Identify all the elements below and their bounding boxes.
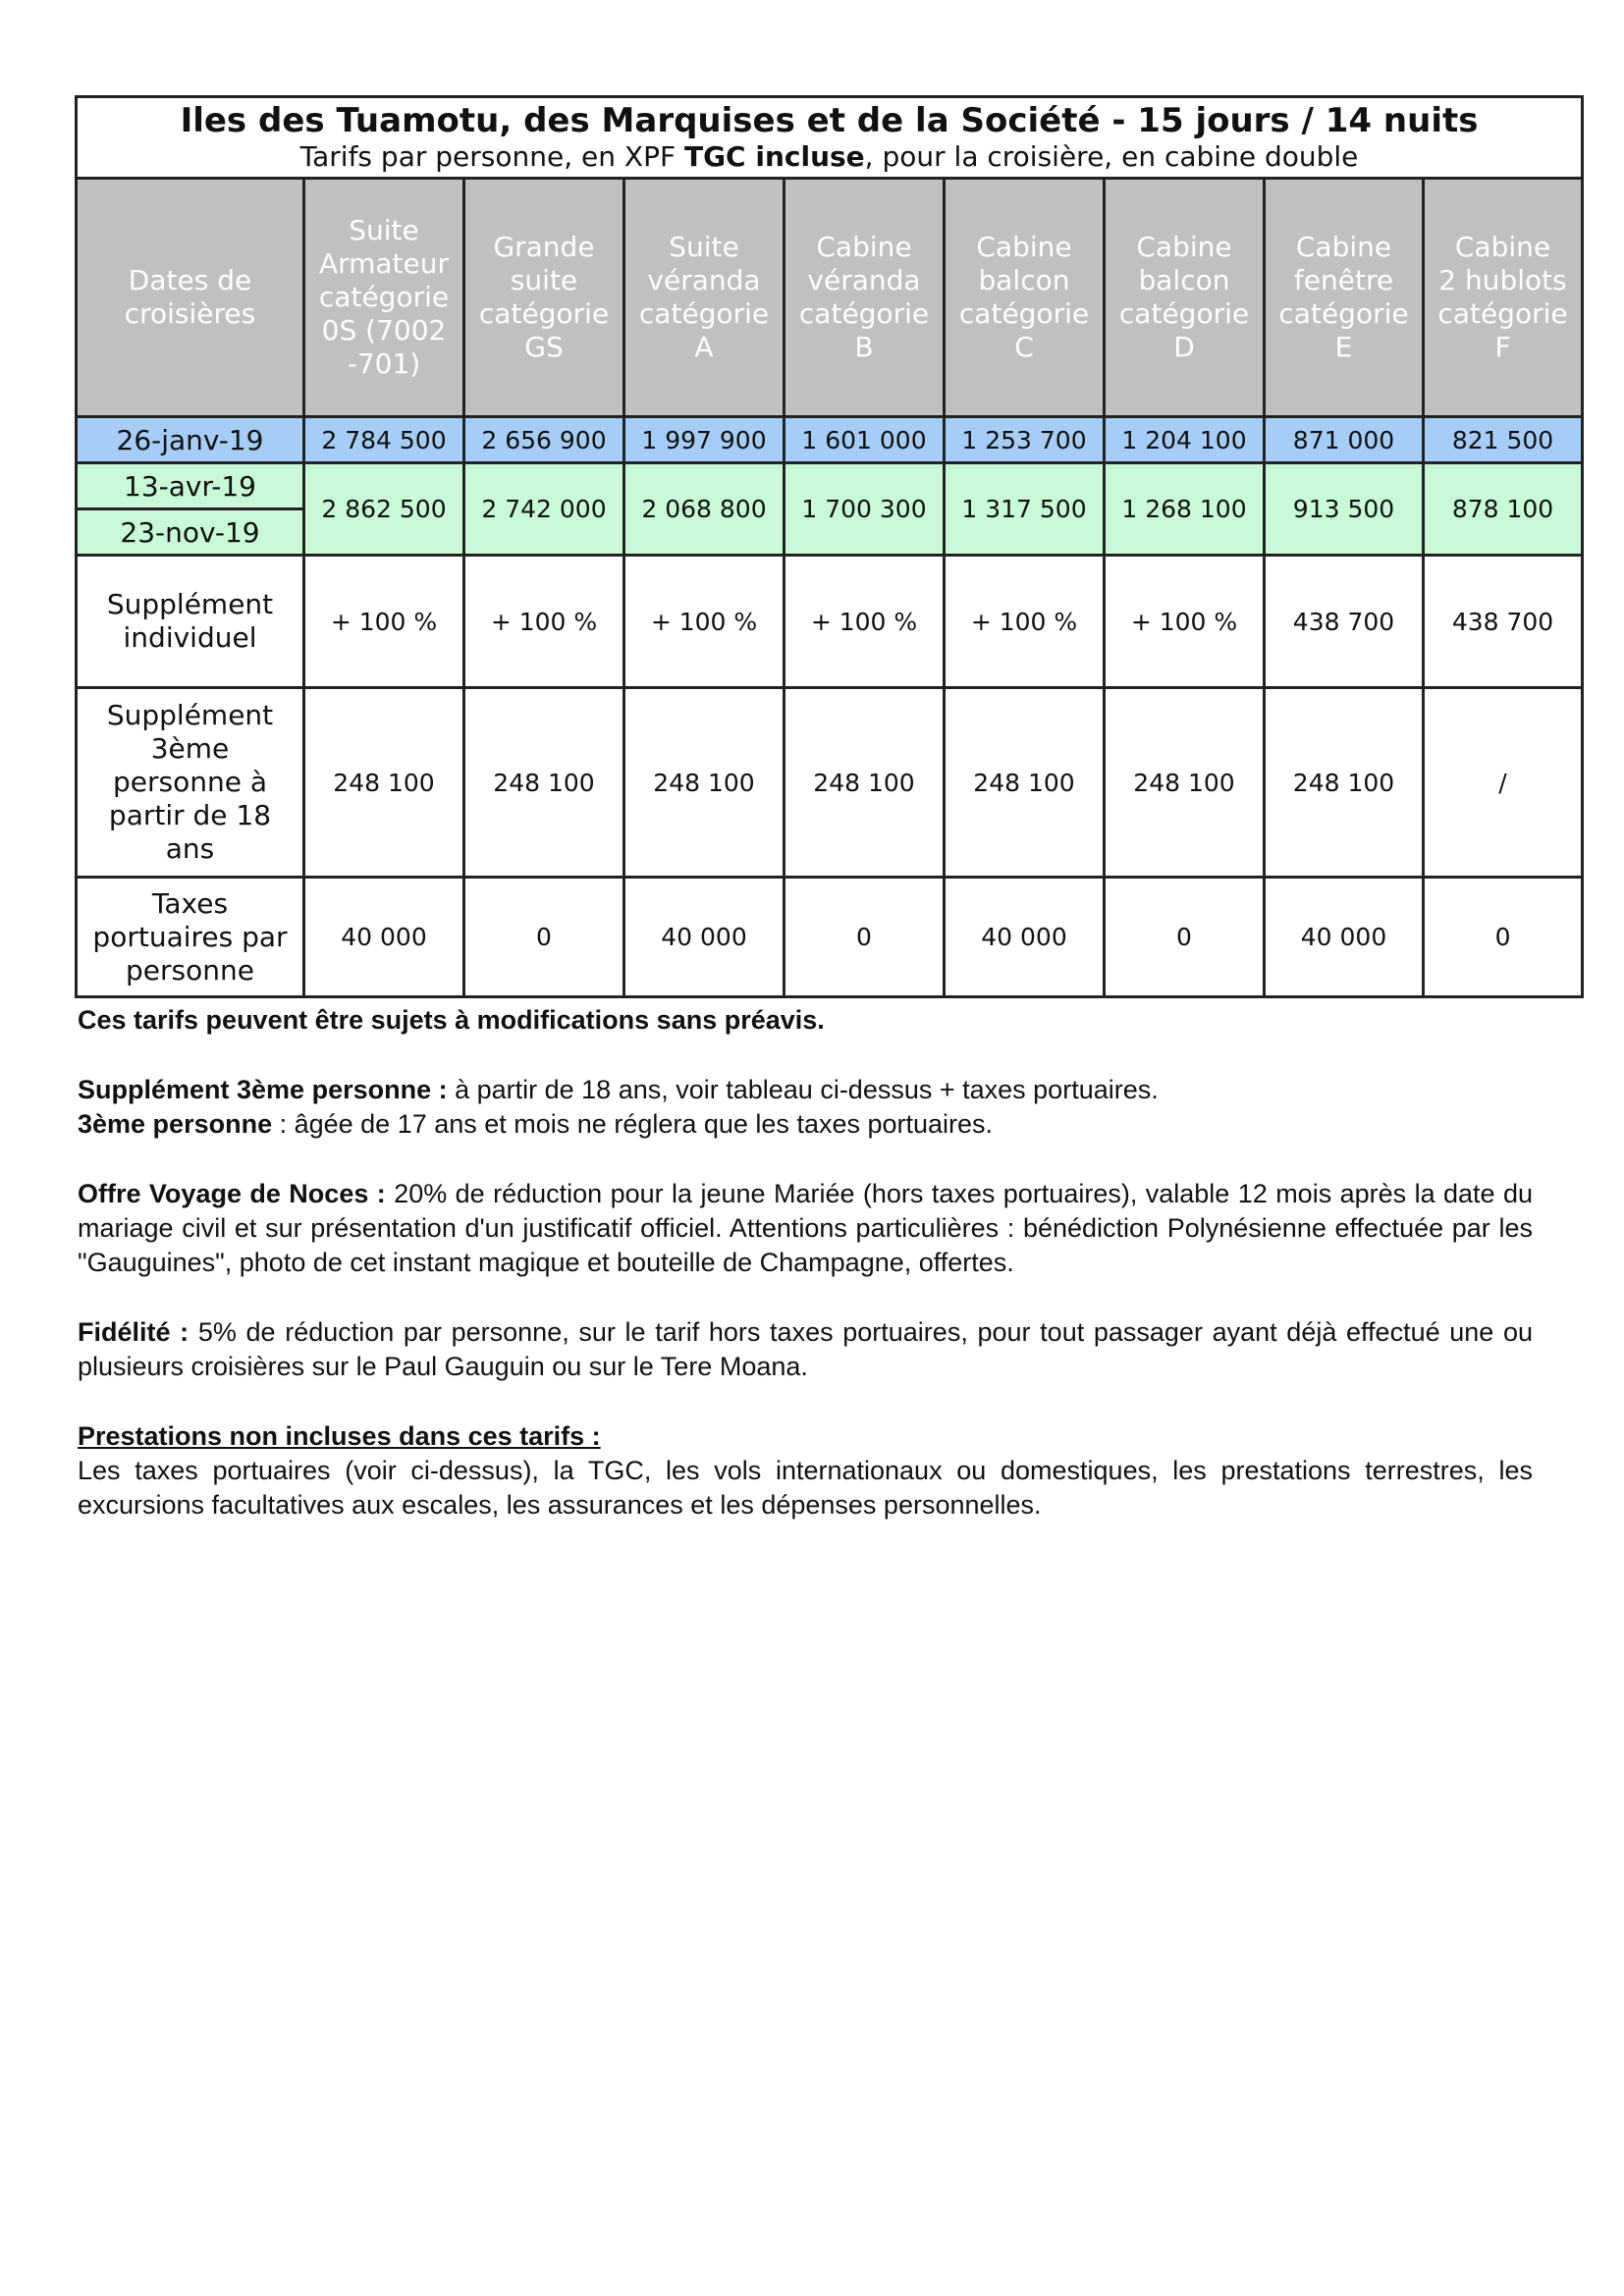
header-line: Cabine xyxy=(816,231,912,263)
header-line: 0S (7002 xyxy=(321,314,447,347)
header-category xyxy=(945,179,1105,417)
value-cell: 438 700 xyxy=(1265,556,1424,688)
price-cell: 1 997 900 xyxy=(624,417,785,463)
row-label: Supplément 3ème personne à partir de 18 ans xyxy=(77,688,304,878)
price-cell: 2 742 000 xyxy=(464,463,624,556)
value-cell: + 100 % xyxy=(945,556,1105,688)
header-category xyxy=(464,179,624,417)
value-cell: 248 100 xyxy=(624,688,785,878)
value-cell: 248 100 xyxy=(304,688,464,878)
date-cell: 26-janv-19 xyxy=(77,417,304,463)
value-cell: 0 xyxy=(1424,878,1583,997)
header-line: suite xyxy=(510,264,578,296)
header-category xyxy=(304,179,464,417)
value-cell: 248 100 xyxy=(464,688,624,878)
header-line: Suite xyxy=(669,231,739,263)
price-cell: 1 317 500 xyxy=(945,463,1105,556)
header-category xyxy=(1265,179,1424,417)
header-line: C xyxy=(1014,331,1034,363)
value-cell: 0 xyxy=(464,878,624,997)
value-cell: 0 xyxy=(785,878,945,997)
price-cell: 2 784 500 xyxy=(304,417,464,463)
table-subtitle: Tarifs par personne, en XPF TGC incluse, pour la croisière, en cabine double xyxy=(299,140,1359,173)
header-line: D xyxy=(1173,331,1195,363)
price-cell: 1 268 100 xyxy=(1105,463,1265,556)
header-line: B xyxy=(854,331,874,363)
table-title: Iles des Tuamotu, des Marquises et de la Société - 15 jours / 14 nuits xyxy=(180,101,1479,140)
price-cell: 1 601 000 xyxy=(785,417,945,463)
value-cell: + 100 % xyxy=(304,556,464,688)
value-cell: + 100 % xyxy=(785,556,945,688)
header-line: Suite xyxy=(349,214,419,246)
table-row xyxy=(77,556,1583,688)
value-cell: 438 700 xyxy=(1424,556,1583,688)
table-row xyxy=(77,463,1583,509)
table-row xyxy=(77,417,1583,463)
excluded-title: Prestations non incluses dans ces tarifs : xyxy=(78,1421,601,1451)
header-line: véranda xyxy=(647,264,761,296)
header-line: A xyxy=(694,331,714,363)
header-line: Cabine xyxy=(1136,231,1232,263)
value-cell: + 100 % xyxy=(624,556,785,688)
header-line: catégorie xyxy=(478,297,610,330)
value-cell: 40 000 xyxy=(304,878,464,997)
value-cell: 40 000 xyxy=(945,878,1105,997)
value-cell: 40 000 xyxy=(1265,878,1424,997)
header-line: Cabine xyxy=(976,231,1072,263)
header-line: catégorie xyxy=(1118,297,1250,330)
header-category xyxy=(1424,179,1583,417)
header-dates: Dates de croisières xyxy=(77,179,304,417)
price-cell: 878 100 xyxy=(1424,463,1583,556)
price-cell: 1 700 300 xyxy=(785,463,945,556)
third-person-minor-note: 3ème personne : âgée de 17 ans et mois ne réglera que les taxes portuaires. xyxy=(78,1109,994,1139)
table-row xyxy=(77,878,1583,997)
header-category xyxy=(624,179,785,417)
price-cell: 1 204 100 xyxy=(1105,417,1265,463)
header-row xyxy=(77,179,1583,417)
header-line: catégorie xyxy=(958,297,1090,330)
price-cell: 2 068 800 xyxy=(624,463,785,556)
header-line: fenêtre xyxy=(1293,264,1394,296)
table-row xyxy=(77,688,1583,878)
value-cell: + 100 % xyxy=(1105,556,1265,688)
value-cell: + 100 % xyxy=(464,556,624,688)
header-line: 2 hublots xyxy=(1438,264,1567,296)
header-line: catégorie xyxy=(1437,297,1568,330)
header-line: GS xyxy=(524,331,564,363)
header-line: F xyxy=(1494,331,1511,363)
header-line: Grande xyxy=(493,231,595,263)
header-line: catégorie xyxy=(638,297,770,330)
value-cell: 248 100 xyxy=(1265,688,1424,878)
header-line: catégorie xyxy=(798,297,930,330)
excluded-text: Les taxes portuaires (voir ci-dessus), la TGC, les vols internationaux ou domestiques, les prestations terrestres, les excursions facultatives aux escales, les assurances et les dépenses personnelles. xyxy=(78,1456,1533,1520)
price-cell: 821 500 xyxy=(1424,417,1583,463)
third-person-note: Supplément 3ème personne : à partir de 18 ans, voir tableau ci-dessus + taxes portuaires. xyxy=(78,1075,1159,1104)
header-category xyxy=(785,179,945,417)
header-line: E xyxy=(1334,331,1353,363)
table-title-cell xyxy=(77,97,1583,179)
row-label: Supplément individuel xyxy=(77,556,304,688)
tarif-table xyxy=(75,95,1584,998)
value-cell: 0 xyxy=(1105,878,1265,997)
value-cell: 248 100 xyxy=(945,688,1105,878)
value-cell: 248 100 xyxy=(785,688,945,878)
header-line: catégorie xyxy=(318,281,450,313)
honeymoon-offer: Offre Voyage de Noces : 20% de réduction pour la jeune Mariée (hors taxes portuaires), valable 12 mois après la date du mariage civil et sur présentation d'un justificatif officiel. Attentions particulières : bénédiction Polynésienne effectuée par les "Gauguines", photo de cet instant magique et bouteille de Champagne, offertes. xyxy=(78,1179,1534,1277)
row-label: Taxes portuaires par personne xyxy=(77,878,304,997)
notes-section xyxy=(78,1003,1533,1522)
header-line: véranda xyxy=(807,264,921,296)
header-category xyxy=(1105,179,1265,417)
date-cell: 13-avr-19 xyxy=(77,463,304,509)
price-cell: 2 862 500 xyxy=(304,463,464,556)
header-line: balcon xyxy=(1138,264,1230,296)
loyalty-offer: Fidélité : 5% de réduction par personne, sur le tarif hors taxes portuaires, pour tout passager ayant déjà effectué une ou plusieurs croisières sur le Paul Gauguin ou sur le Tere Moana. xyxy=(78,1317,1533,1381)
value-cell: / xyxy=(1424,688,1583,878)
header-line: Cabine xyxy=(1295,231,1392,263)
value-cell: 248 100 xyxy=(1105,688,1265,878)
header-line: Cabine xyxy=(1454,231,1551,263)
header-line: -701) xyxy=(347,347,421,380)
price-cell: 1 253 700 xyxy=(945,417,1105,463)
price-cell: 913 500 xyxy=(1265,463,1424,556)
price-cell: 871 000 xyxy=(1265,417,1424,463)
value-cell: 40 000 xyxy=(624,878,785,997)
header-line: balcon xyxy=(978,264,1070,296)
disclaimer: Ces tarifs peuvent être sujets à modifications sans préavis. xyxy=(78,1005,825,1035)
header-line: Armateur xyxy=(318,247,450,280)
date-cell: 23-nov-19 xyxy=(77,509,304,556)
price-cell: 2 656 900 xyxy=(464,417,624,463)
header-line: catégorie xyxy=(1278,297,1409,330)
